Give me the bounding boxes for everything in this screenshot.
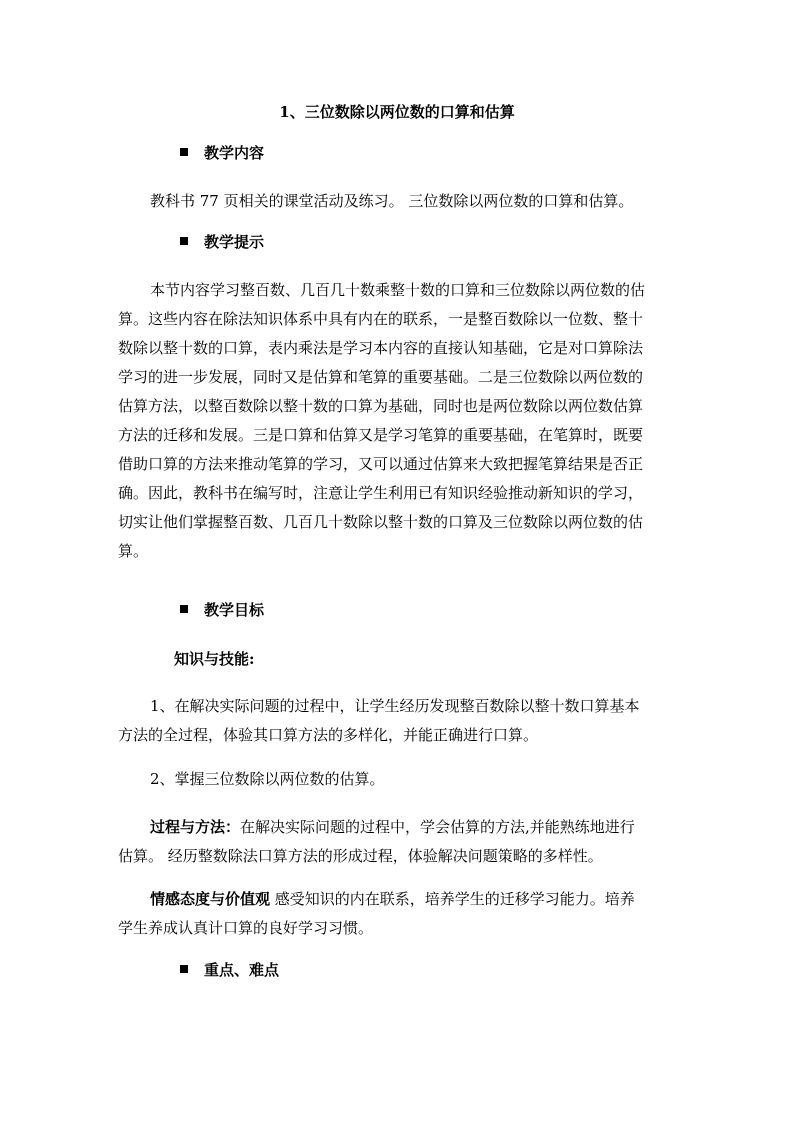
- section-heading-key-label: 重点、难点: [204, 961, 280, 979]
- emotion-text-1: 感受知识的内在联系，培养学生的迁移学习能力。培养: [270, 890, 635, 908]
- skill-item-1: [118, 692, 680, 750]
- section-heading-goal: [180, 596, 264, 624]
- square-bullet-icon: [180, 148, 188, 156]
- content-paragraph: [150, 187, 690, 216]
- section-heading-key: [180, 956, 279, 984]
- process-paragraph: [118, 813, 680, 871]
- skill-heading-block: [174, 645, 736, 674]
- square-bullet-icon: [180, 237, 188, 245]
- section-heading-hint-label: 教学提示: [204, 233, 265, 251]
- section-heading-content-label: 教学内容: [204, 144, 265, 162]
- skill-item-1-line: 方法的全过程，体验其口算方法的多样化，并能正确进行口算。: [118, 726, 539, 744]
- skill-item-2: [118, 765, 680, 794]
- hint-line: 确。因此，教科书在编写时，注意让学生利用已有知识经验推动新知识的学习，: [118, 484, 644, 502]
- emotion-line-1: [118, 885, 680, 914]
- hint-line: 学习的进一步发展，同时又是估算和笔算的重要基础。二是三位数除以两位数的: [118, 368, 644, 386]
- hint-paragraph: [118, 276, 680, 566]
- hint-line: 本节内容学习整百数、几百几十数乘整十数的口算和三位数除以两位数的估: [150, 281, 646, 299]
- content-text: 教科书 77 页相关的课堂活动及练习。 三位数除以两位数的口算和估算。: [150, 192, 634, 210]
- hint-line: 借助口算的方法来推动笔算的学习，又可以通过估算来大致把握笔算结果是否正: [118, 455, 644, 473]
- square-bullet-icon: [180, 605, 188, 613]
- hint-line: 算。: [118, 542, 149, 560]
- process-line-2: 估算。 经历整数除法口算方法的形成过程，体验解决问题策略的多样性。: [118, 847, 603, 865]
- hint-line: 数除以整十数的口算，表内乘法是学习本内容的直接认知基础，它是对口算除法: [118, 339, 644, 357]
- emotion-line-2: 学生养成认真计口算的良好学习习惯。: [118, 919, 374, 937]
- skill-heading: 知识与技能:: [174, 650, 255, 668]
- hint-line: 算。这些内容在除法知识体系中具有内在的联系，一是整百数除以一位数、整十: [118, 310, 644, 328]
- section-heading-hint: [180, 228, 264, 256]
- skill-item-1-line: 1、在解决实际问题的过程中，让学生经历发现整百数除以整十数口算基本: [150, 697, 640, 715]
- emotion-paragraph: [118, 885, 680, 943]
- emotion-label: 情感态度与价值观: [150, 890, 271, 908]
- page-title: 1、三位数除以两位数的口算和估算: [279, 103, 515, 121]
- hint-line: 估算方法，以整百数除以整十数的口算为基础，同时也是两位数除以两位数估算: [118, 397, 644, 415]
- process-label: 过程与方法：: [150, 818, 241, 836]
- hint-line: 切实让他们掌握整百数、几百几十数除以整十数的口算及三位数除以两位数的估: [118, 513, 644, 531]
- hint-line: 方法的迁移和发展。三是口算和估算又是学习笔算的重要基础，在笔算时，既要: [118, 426, 644, 444]
- section-heading-content: [180, 139, 264, 167]
- section-heading-goal-label: 教学目标: [204, 601, 265, 619]
- process-text-1: 在解决实际问题的过程中，学会估算的方法,并能熟练地进行: [240, 818, 635, 836]
- square-bullet-icon: [180, 965, 188, 973]
- process-line-1: [118, 813, 680, 842]
- skill-item-2-line: 2、掌握三位数除以两位数的估算。: [150, 770, 385, 788]
